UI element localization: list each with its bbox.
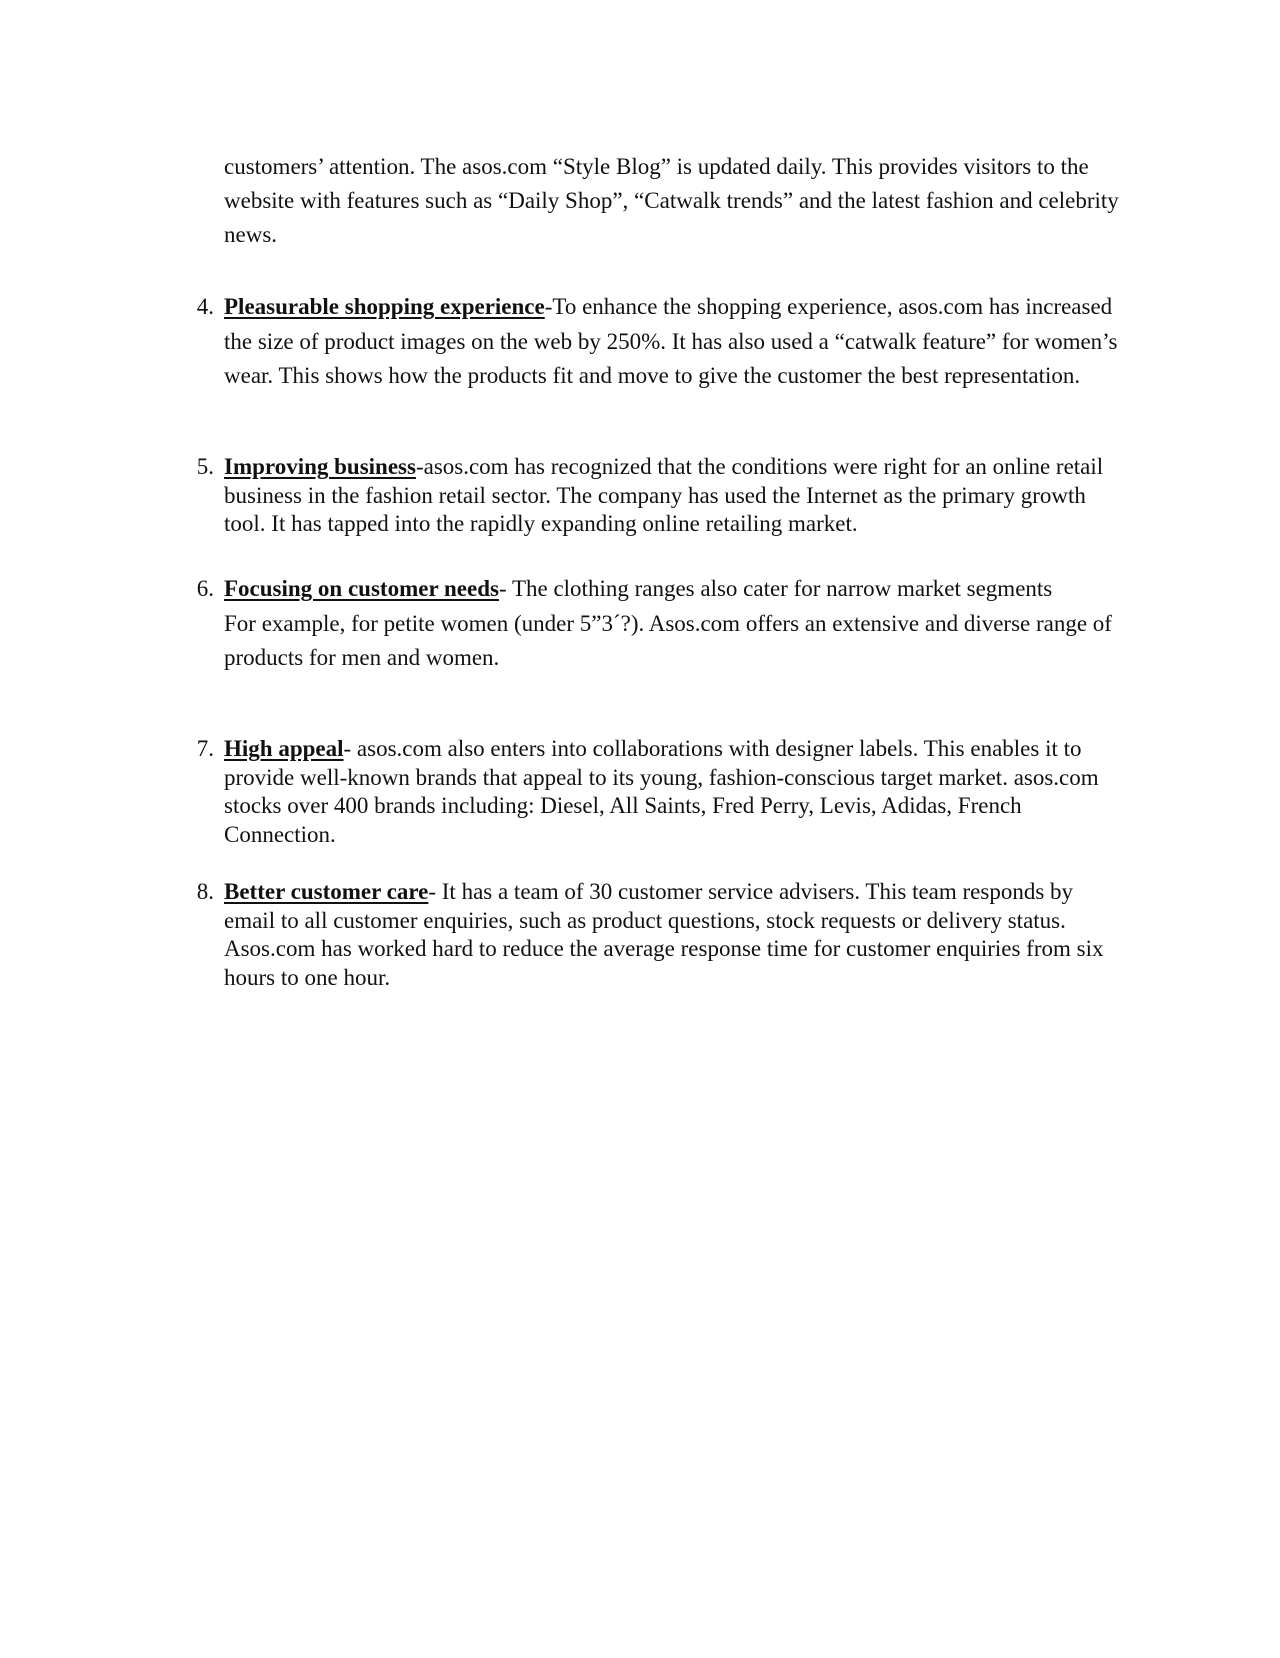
- list-number: 8.: [196, 879, 214, 904]
- list-item-7: [196, 735, 1124, 849]
- item-body: - It has a team of 30 customer service advisers. This team responds by email to all customer enquiries, such as product questions, stock requests or delivery status. Asos.com has worked hard to reduce the average response time for customer enquiries from six hours to one hour.: [224, 879, 1104, 990]
- list-number: 6.: [196, 576, 214, 601]
- item-heading: Pleasurable shopping experience: [224, 294, 545, 319]
- item-body: -asos.com has recognized that the conditions were right for an online retail business in the fashion retail sector. The company has used the Internet as the primary growth tool. It has tapped into the rapidly expanding online retailing market.: [224, 454, 1104, 536]
- item-first-paragraph: [224, 572, 1124, 607]
- item-heading: Focusing on customer needs: [224, 576, 499, 601]
- list-number: 5.: [196, 454, 214, 479]
- list-item-8: [196, 878, 1124, 992]
- item-second-paragraph: For example, for petite women (under 5”3´?). Asos.com offers an extensive and diverse range of products for men and women.: [224, 610, 1112, 670]
- intro-text: customers’ attention. The asos.com “Style Blog” is updated daily. This provides visitors to the website with features such as “Daily Shop”, “Catwalk trends” and the latest fashion and celebrity news.: [224, 154, 1119, 247]
- item-body: - asos.com also enters into collaborations with designer labels. This enables it to provide well-known brands that appeal to its young, fashion-conscious target market. asos.com stocks over 400 brands including: Diesel, All Saints, Fred Perry, Levis, Adidas, French Connection.: [224, 736, 1099, 847]
- list-item-5: [196, 453, 1124, 539]
- item-heading: High appeal: [224, 736, 344, 761]
- list-number: 7.: [196, 736, 214, 761]
- intro-paragraph: [224, 150, 1124, 252]
- list-item-4: [196, 290, 1124, 394]
- list-item-6: [196, 572, 1124, 676]
- item-heading: Better customer care: [224, 879, 429, 904]
- item-body: -To enhance the shopping experience, asos.com has increased the size of product images on the web by 250%. It has also used a “catwalk feature” for women’s wear. This shows how the products fit and move to give the customer the best representation.: [224, 294, 1118, 388]
- item-heading: Improving business: [224, 454, 416, 479]
- item-body: - The clothing ranges also cater for narrow market segments: [498, 576, 1053, 601]
- list-number: 4.: [196, 294, 214, 319]
